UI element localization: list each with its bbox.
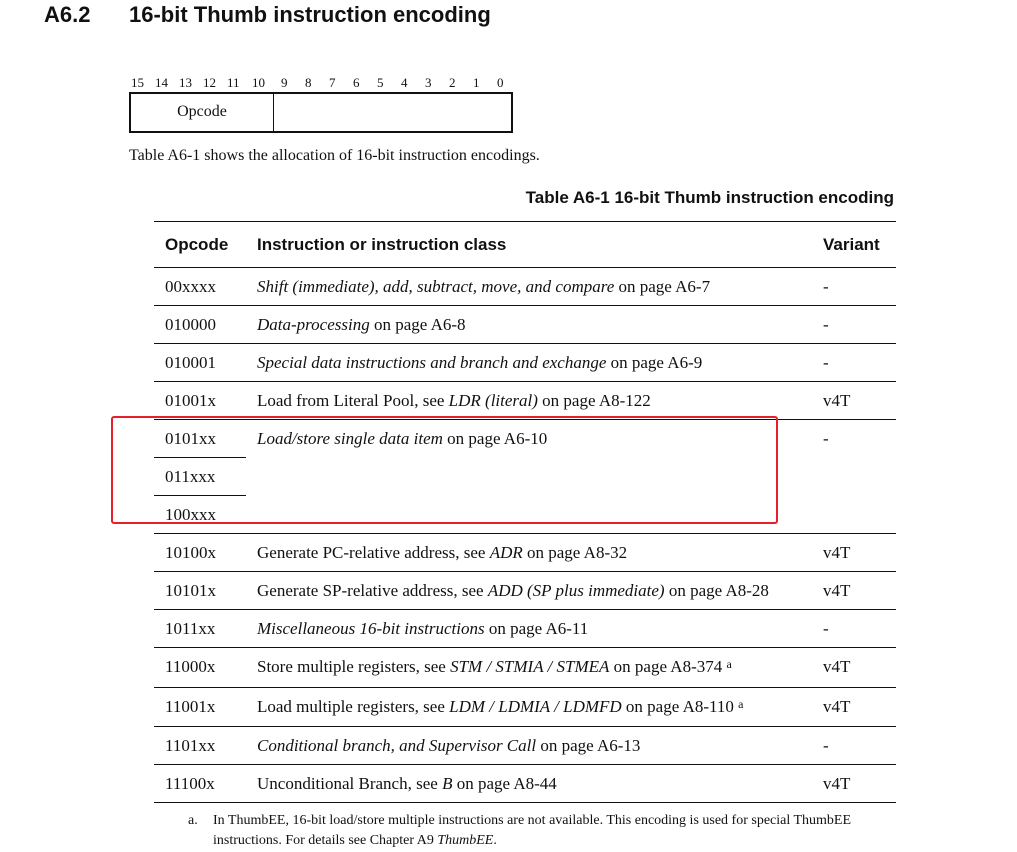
table-rule [154, 305, 896, 306]
footnote-marker: a [738, 697, 744, 711]
opcode-cell: 011xxx [165, 467, 216, 486]
opcode-cell: 1011xx [165, 619, 216, 638]
footnote-label: a. [188, 813, 198, 828]
section-title: 16-bit Thumb instruction encoding [129, 2, 491, 27]
footnote-marker: a [726, 657, 732, 671]
opcode-cell: 11000x [165, 657, 216, 676]
variant-cell: v4T [823, 391, 851, 410]
intro-text: Table A6-1 shows the allocation of 16-bit instruction encodings. [129, 147, 540, 164]
variant-cell: - [823, 429, 829, 448]
section-number: A6.2 [44, 2, 91, 27]
instruction-cell: Special data instructions and branch and exchange on page A6-9 [257, 353, 703, 372]
opcode-cell: 100xxx [165, 505, 216, 524]
table-rule [154, 381, 896, 382]
instruction-cell: Load multiple registers, see LDM / LDMIA / LDMFD on page A8-110 $^a$ [257, 697, 744, 716]
bit-position-labels [131, 75, 514, 91]
table-rule [154, 687, 896, 688]
bit-label: 5 [377, 75, 384, 90]
instruction-cell: Unconditional Branch, see B on page A8-44 [257, 774, 557, 793]
header-opcode: Opcode [165, 235, 229, 254]
opcode-cell: 0101xx [165, 429, 216, 448]
bit-label: 4 [401, 75, 408, 90]
opcode-cell: 11001x [165, 697, 216, 716]
instruction-cell: Data-processing on page A6-8 [257, 315, 466, 334]
bit-label: 7 [329, 75, 336, 90]
opcode-cell: 010001 [165, 353, 216, 372]
bit-label: 1 [473, 75, 480, 90]
bit-label: 3 [425, 75, 432, 90]
variant-cell: - [823, 736, 829, 755]
table-rule [154, 609, 896, 610]
variant-cell: v4T [823, 543, 851, 562]
instruction-cell: Load/store single data item on page A6-10 [257, 429, 548, 448]
bit-label: 15 [131, 75, 144, 90]
bit-label: 0 [497, 75, 504, 90]
bit-label: 11 [227, 75, 240, 90]
table-caption: Table A6-1 16-bit Thumb instruction encoding [525, 188, 894, 207]
table-rule [154, 221, 896, 222]
table-rule [154, 802, 896, 803]
instruction-cell: Miscellaneous 16-bit instructions on page A6-11 [257, 619, 589, 638]
footnote-italic: ThumbEE [437, 833, 494, 848]
instruction-cell: Store multiple registers, see STM / STMIA / STMEA on page A8-374 $^a$ [257, 657, 732, 676]
variant-cell: - [823, 619, 829, 638]
table-rule [154, 764, 896, 765]
opcode-cell: 01001x [165, 391, 216, 410]
table-rule [154, 647, 896, 648]
header-instruction: Instruction or instruction class [257, 235, 507, 254]
variant-cell: - [823, 315, 829, 334]
variant-cell: - [823, 353, 829, 372]
table-rule [154, 726, 896, 727]
opcode-cell: 10100x [165, 543, 216, 562]
encoding-diagram [129, 92, 513, 133]
instruction-cell: Shift (immediate), add, subtract, move, and compare on page A6-7 [257, 277, 711, 296]
bit-label: 8 [305, 75, 312, 90]
variant-cell: v4T [823, 697, 851, 716]
variant-cell: - [823, 277, 829, 296]
instruction-cell: Generate PC-relative address, see ADR on page A8-32 [257, 543, 628, 562]
instruction-cell: Conditional branch, and Supervisor Call on page A6-13 [257, 736, 641, 755]
bit-label: 13 [179, 75, 192, 90]
table-rule [154, 571, 896, 572]
variant-cell: v4T [823, 581, 851, 600]
bit-label: 14 [155, 75, 168, 90]
footnote-text: In ThumbEE, 16-bit load/store multiple instructions are not available. This encoding is used for special ThumbEE instructions. For details see Chapter A9 ThumbEE. [213, 813, 852, 848]
opcode-cell: 00xxxx [165, 277, 216, 296]
opcode-cell: 10101x [165, 581, 216, 600]
header-variant: Variant [823, 235, 880, 254]
table-rule [154, 343, 896, 344]
opcode-cell: 1101xx [165, 736, 216, 755]
highlight-box [111, 416, 778, 524]
encoding-field-divider [273, 94, 274, 131]
bit-label: 2 [449, 75, 456, 90]
variant-cell: v4T [823, 774, 851, 793]
bit-label: 10 [252, 75, 265, 90]
table-rule [154, 533, 896, 534]
opcode-cell: 010000 [165, 315, 216, 334]
opcode-cell: 11100x [165, 774, 215, 793]
bit-label: 6 [353, 75, 360, 90]
variant-cell: v4T [823, 657, 851, 676]
instruction-cell: Generate SP-relative address, see ADD (SP plus immediate) on page A8-28 [257, 581, 769, 600]
encoding-opcode-field: Opcode [177, 103, 227, 120]
bit-label: 12 [203, 75, 216, 90]
table-rule [154, 267, 896, 268]
bit-label: 9 [281, 75, 288, 90]
instruction-cell: Load from Literal Pool, see LDR (literal) on page A8-122 [257, 391, 651, 410]
